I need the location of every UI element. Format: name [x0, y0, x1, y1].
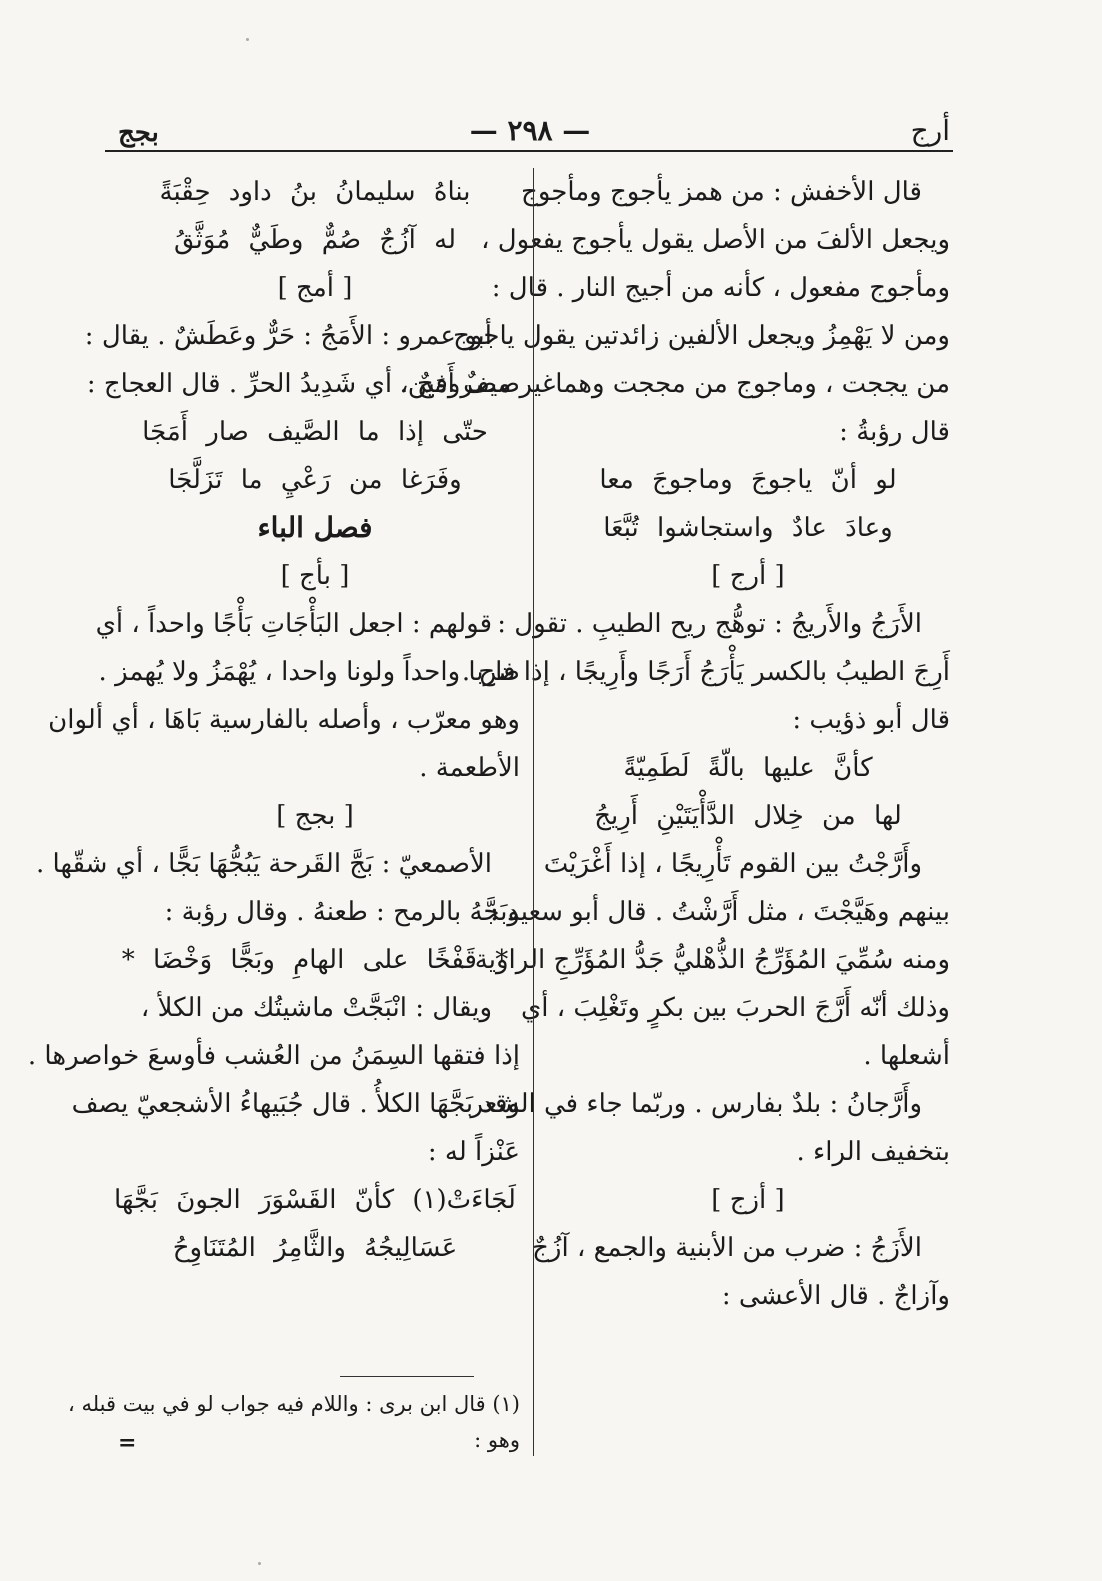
- text-line: وبَجَّهُ بالرمح : طعنهُ . وقال رؤبة :: [164, 897, 520, 927]
- text-line: بينهم وهَيَّجْتَ ، مثل أَرَّشْتُ . قال أبو سعيد :: [490, 897, 950, 927]
- verse-line: لو أنّ ياجوجَ وماجوجَ معا: [599, 465, 897, 495]
- footnote-line: وهو :: [474, 1428, 520, 1452]
- header-end-word: بجج: [118, 118, 159, 148]
- verse-line: * قَفْخًا على الهامِ وبَجًّا وَخْضَا *: [121, 945, 509, 975]
- text-line: قال أبو ذؤيب :: [792, 705, 950, 735]
- verse-line: وفَرَغا من رَعْيِ ما تَزَلَّجَا: [168, 465, 462, 495]
- footnote: [67, 1386, 520, 1458]
- text-line: ومن لا يَهْمِزُ ويجعل الألفين زائدتين يقول ياجوج: [453, 321, 950, 351]
- text-line: وأَرَّجْتُ بين القوم تَأْرِيجًا ، إذا أَغْرَيْتَ: [543, 849, 922, 879]
- text-line: وذلك أنّه أَرَّجَ الحربَ بين بكرٍ وتَغْلِبَ ، أي: [520, 993, 950, 1023]
- entry-headword: [ أرج ]: [711, 561, 785, 591]
- text-line: قولهم : اجعل البَأْجَاتِ بَأْجًا واحداً ، أي: [95, 609, 492, 639]
- entry-headword: [ بأج ]: [280, 561, 350, 591]
- verse-line: له آزُجٌ صُمٌّ وطَيٌّ مُوَثَّقُ: [173, 225, 457, 255]
- header-root-word: أرج: [910, 114, 950, 147]
- header-rule: [105, 150, 953, 152]
- footnote-line: (١) قال ابن برى : واللام فيه جواب لو في بيت قبله ،: [67, 1392, 520, 1416]
- footnote-rule: [340, 1376, 474, 1377]
- entry-headword: [ أمج ]: [277, 273, 353, 303]
- text-line: قال رؤبةُ :: [839, 417, 950, 447]
- text-line: وقد بَجَّهَا الكلأُ . قال جُبَيهاءُ الأشجعيّ يصف: [71, 1089, 520, 1119]
- text-line: وهو معرّب ، وأصله بالفارسية بَاهَا ، أي ألوان: [48, 705, 520, 735]
- running-header: [110, 112, 950, 152]
- text-line: قال الأخفش : من همز يأجوج ومأجوج: [521, 177, 922, 207]
- text-line: ومنه سُمِّيَ المُؤَرِّجُ الذُّهْليُّ جَدُّ المُؤَرِّجِ الراوية .: [458, 945, 950, 975]
- page-number: — ٢٩٨ —: [469, 114, 591, 147]
- section-heading: فصل الباء: [257, 511, 373, 544]
- text-line: إذا فتقها السِمَنُ من العُشب فأوسعَ خواصرها .: [27, 1041, 520, 1071]
- entry-headword: [ أزج ]: [711, 1185, 785, 1215]
- left-column: [27, 168, 520, 1272]
- verse-line: عَسَالِيجُهُ والثَّامِرُ المُتَنَاوِحُ: [172, 1233, 458, 1263]
- verse-line: حتّى إذا ما الصَّيف صار أَمَجَا: [142, 417, 488, 447]
- text-line: أَرِجَ الطيبُ بالكسر يَأْرَجُ أَرَجًا وأَرِيجًا ، إذا فاح .: [461, 657, 950, 687]
- text-line: الأطعمة .: [419, 753, 520, 783]
- verse-line: بناهُ سليمانُ بنُ داود حِقْبَةً: [159, 177, 471, 207]
- text-line: الأَزَجُ : ضرب من الأبنية والجمع ، آزُجٌ: [532, 1233, 922, 1263]
- text-line: وأَرَّجانُ : بلدٌ بفارس . وربّما جاء في الشعر: [470, 1089, 922, 1119]
- text-line: الأصمعيّ : بَجَّ القَرحة يَبُجُّهَا بَجًّا ، أي شقّها .: [36, 849, 492, 879]
- text-line: ويجعل الألفَ من الأصل يقول يأجوج يفعول ،: [481, 225, 950, 255]
- text-line: عَنْزاً له :: [427, 1137, 520, 1167]
- paper-speck: [258, 1562, 261, 1565]
- text-line: من يججت ، وماجوج من مججت وهماغير مصروفين.: [399, 369, 950, 399]
- verse-line: لَجَاءَتْ(١) كأنّ القَسْوَرَ الجونَ بَجَّهَا: [114, 1185, 516, 1215]
- text-line: أشعلها .: [863, 1041, 950, 1071]
- text-line: وآزاجٌ . قال الأعشى :: [721, 1281, 950, 1311]
- text-line: الأَرَجُ والأَريجُ : توهُّج ريح الطيبِ . تقول :: [497, 609, 922, 639]
- verse-line: وعادَ عادٌ واستجاشوا تُبَّعَا: [603, 513, 893, 543]
- text-line: صيفٌ أَمَجٌ ، أي شَدِيدُ الحرِّ . قال العجاج :: [86, 369, 520, 399]
- column-divider: [533, 168, 534, 1456]
- footnote-continuation-mark: =: [118, 1430, 137, 1456]
- entry-headword: [ بجج ]: [276, 801, 354, 831]
- paper-speck: [246, 38, 249, 41]
- text-line: ويقال : انْبَجَّتْ ماشيتُك من الكلأ ،: [140, 993, 492, 1023]
- text-line: ومأجوج مفعول ، كأنه من أجيج النار . قال :: [491, 273, 950, 303]
- text-line: ضربا واحداً ولونا واحدا ، يُهْمَزُ ولا يُهمز .: [98, 657, 520, 687]
- text-line: أبو عمرو : الأَمَجُ : حَرٌّ وعَطَشٌ . يقال :: [84, 321, 492, 351]
- verse-line: كأنَّ عليها بالّةً لَطَمِيّةً: [623, 753, 873, 783]
- verse-line: لها من خِلال الدَّأْيَتَيْنِ أَرِيجُ: [594, 801, 902, 831]
- text-line: بتخفيف الراء .: [796, 1137, 950, 1167]
